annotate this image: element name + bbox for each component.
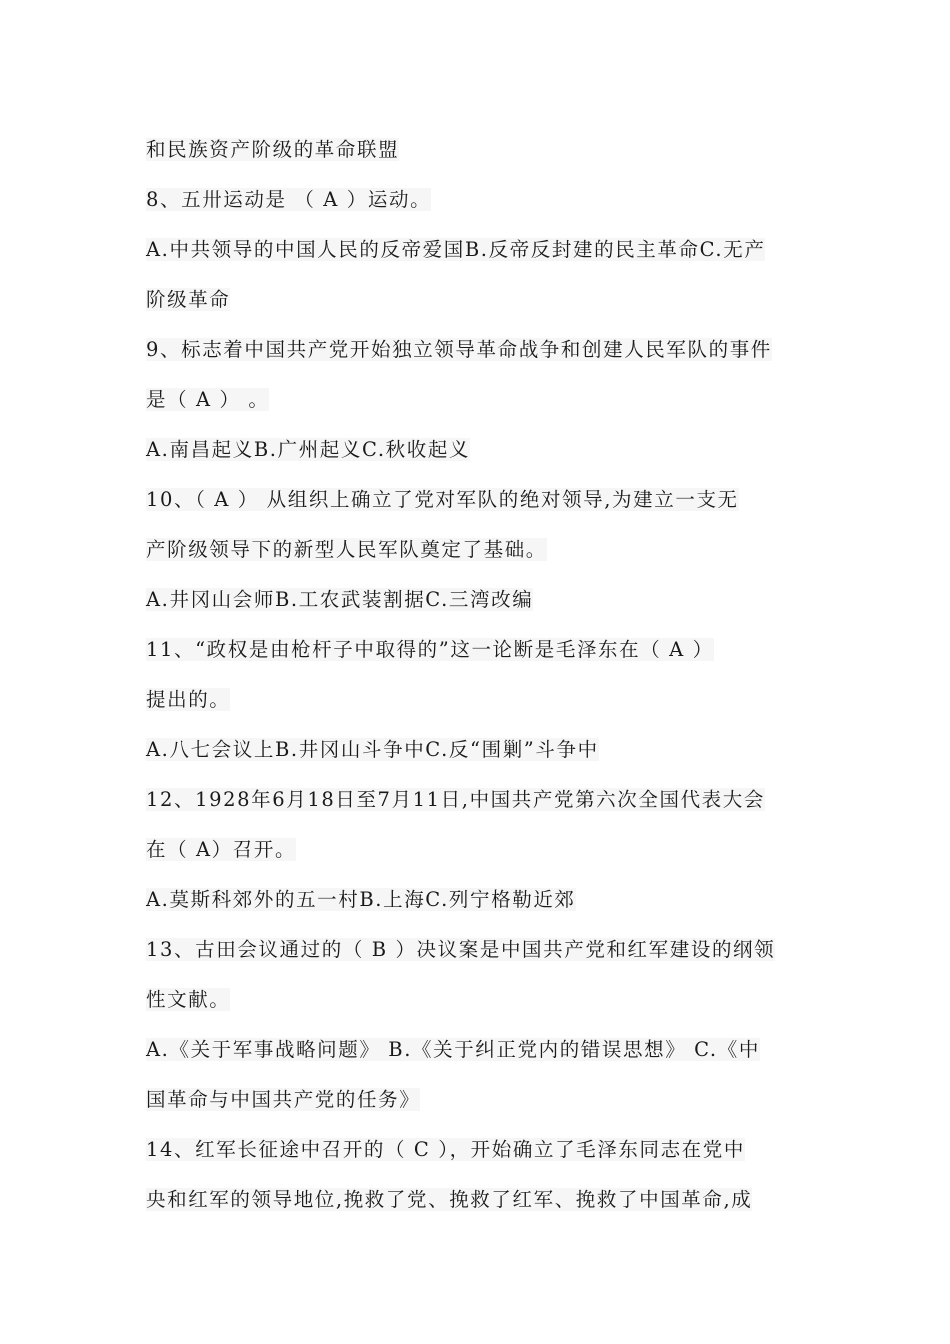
question-13-cont xyxy=(146,983,836,1017)
text-line-content: A.井冈山会师B.工农武装割据C.三湾改编 xyxy=(146,588,534,611)
text-line xyxy=(146,133,836,167)
question-10-cont xyxy=(146,533,836,567)
question-8 xyxy=(146,183,836,217)
question-9-options xyxy=(146,433,836,467)
question-14-cont xyxy=(146,1183,836,1217)
text-line-content: 8、五卅运动是 （ A ）运动。 xyxy=(146,188,432,211)
text-line-content: 11、“政权是由枪杆子中取得的”这一论断是毛泽东在（ A ） xyxy=(146,638,714,661)
text-line-content: 是（ A ） 。 xyxy=(146,388,270,411)
question-13 xyxy=(146,933,836,967)
question-12-options xyxy=(146,883,836,917)
text-line-content: 产阶级领导下的新型人民军队奠定了基础。 xyxy=(146,538,547,561)
question-14 xyxy=(146,1133,836,1167)
question-11-options xyxy=(146,733,836,767)
question-10-options xyxy=(146,583,836,617)
question-13-options-cont xyxy=(146,1083,836,1117)
question-8-options xyxy=(146,233,836,267)
text-line-content: 性文献。 xyxy=(146,988,231,1011)
question-12 xyxy=(146,783,836,817)
question-11-cont xyxy=(146,683,836,717)
text-line-content: A.八七会议上B.井冈山斗争中C.反“围剿”斗争中 xyxy=(146,738,599,761)
question-8-options-cont xyxy=(146,283,836,317)
text-line-content: 在（ A）召开。 xyxy=(146,838,297,861)
text-line-content: A.中共领导的中国人民的反帝爱国B.反帝反封建的民主革命C.无产 xyxy=(146,238,766,261)
text-line-content: 14、红军长征途中召开的（ C ），开始确立了毛泽东同志在党中 xyxy=(146,1138,745,1161)
text-line-content: A.莫斯科郊外的五一村B.上海C.列宁格勒近郊 xyxy=(146,888,576,911)
question-12-cont xyxy=(146,833,836,867)
text-line-content: 阶级革命 xyxy=(146,288,231,311)
text-line-content: A.《关于军事战略问题》 B.《关于纠正党内的错误思想》 C.《中 xyxy=(146,1038,760,1061)
text-line-content: 9、标志着中国共产党开始独立领导革命战争和创建人民军队的事件 xyxy=(146,338,772,361)
text-line-content: A.南昌起义B.广州起义C.秋收起义 xyxy=(146,438,471,461)
question-9-cont xyxy=(146,383,836,417)
text-line-content: 提出的。 xyxy=(146,688,231,711)
text-line-content: 和民族资产阶级的革命联盟 xyxy=(146,138,400,161)
text-line-content: 国革命与中国共产党的任务》 xyxy=(146,1088,421,1111)
question-10 xyxy=(146,483,836,517)
question-11 xyxy=(146,633,836,667)
text-line-content: 央和红军的领导地位,挽救了党、挽救了红军、挽救了中国革命,成 xyxy=(146,1188,753,1211)
text-line-content: 10、（ A ） 从组织上确立了党对军队的绝对领导,为建立一支无 xyxy=(146,488,739,511)
text-line-content: 13、古田会议通过的（ B ）决议案是中国共产党和红军建设的纲领 xyxy=(146,938,776,961)
question-13-options xyxy=(146,1033,836,1067)
text-line-content: 12、1928年6月18日至7月11日,中国共产党第六次全国代表大会 xyxy=(146,788,765,811)
question-9 xyxy=(146,333,836,367)
